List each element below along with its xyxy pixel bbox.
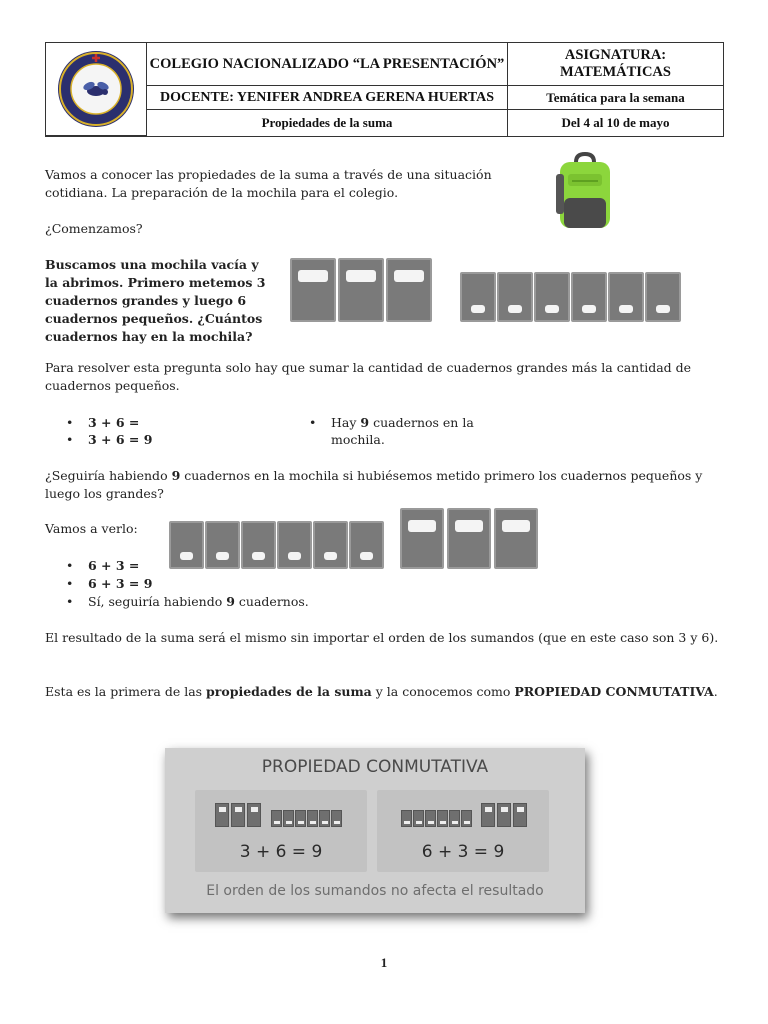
page-number: 1	[380, 955, 388, 970]
graphic-panel-left	[195, 790, 367, 872]
big-notebook-icon	[400, 508, 444, 569]
backpack-question: Buscamos una mochila vacía y la abrimos. Primero metemos 3 cuadernos grandes y luego 6 cuadernos pequeños. ¿Cuántos cuadernos hay en la mochila?	[45, 257, 266, 344]
small-notebook-icon	[425, 810, 436, 827]
big-notebook-icon	[231, 803, 245, 827]
small-notebook-icon	[497, 272, 533, 322]
school-logo-cell	[46, 43, 147, 136]
small-notebook-icon	[461, 810, 472, 827]
big-notebook-icon	[338, 258, 384, 322]
small-notebook-icon	[283, 810, 294, 827]
lets-see-label: Vamos a verlo:	[45, 521, 138, 536]
small-notebook-icon	[413, 810, 424, 827]
commutative-property-graphic	[165, 748, 585, 913]
result-paragraph: El resultado de la suma será el mismo sin importar el orden de los sumandos (que en este caso son 3 y 6).	[45, 630, 719, 645]
backpack-icon	[554, 152, 616, 232]
small-notebook-icon	[271, 810, 282, 827]
small-notebook-icon	[349, 521, 384, 569]
graphic-panel-right	[377, 790, 549, 872]
big-notebook-icon	[247, 803, 261, 827]
small-notebook-icon	[401, 810, 412, 827]
big-notebook-icon	[386, 258, 432, 322]
small-notebook-icon	[295, 810, 306, 827]
small-notebook-icon	[205, 521, 240, 569]
small-notebook-icon	[460, 272, 496, 322]
small-notebook-icon	[307, 810, 318, 827]
teacher-name: DOCENTE: YENIFER ANDREA GERENA HUERTAS	[147, 86, 508, 110]
equation-left: 3 + 6 = 9	[239, 842, 323, 862]
equation-right: 6 + 3 = 9	[421, 842, 505, 862]
big-notebook-icon	[447, 508, 491, 569]
property-paragraph: Esta es la primera de las propiedades de la suma y la conocemos como PROPIEDAD CONMUTATIVA.	[45, 684, 718, 699]
big-notebook-icon	[290, 258, 336, 322]
small-notebook-icon	[331, 810, 342, 827]
small-notebook-icon	[571, 272, 607, 322]
big-notebook-icon	[497, 803, 511, 827]
small-notebook-icon	[313, 521, 348, 569]
school-name: COLEGIO NACIONALIZADO “LA PRESENTACIÓN”	[147, 43, 508, 86]
small-notebook-icon	[437, 810, 448, 827]
big-notebook-icon	[513, 803, 527, 827]
big-notebook-icon	[481, 803, 495, 827]
small-notebook-icon	[645, 272, 681, 322]
start-question: ¿Comenzamos?	[45, 221, 143, 236]
topic: Propiedades de la suma	[147, 110, 508, 136]
small-notebook-icon	[608, 272, 644, 322]
question-paragraph: ¿Seguiría habiendo 9 cuadernos en la mochila si hubiésemos metido primero los cuadernos pequeños y luego los grandes?	[45, 468, 703, 501]
dates: Del 4 al 10 de mayo	[561, 115, 670, 130]
small-notebook-icon	[277, 521, 312, 569]
big-notebook-icon	[215, 803, 229, 827]
graphic-caption: El orden de los sumandos no afecta el resultado	[206, 883, 544, 899]
small-notebook-icon	[319, 810, 330, 827]
header-table	[45, 42, 724, 137]
solve-paragraph: Para resolver esta pregunta solo hay que sumar la cantidad de cuadernos grandes más la cantidad de cuadernos pequeños.	[45, 360, 692, 393]
intro-paragraph: Vamos a conocer las propiedades de la suma a través de una situación cotidiana. La preparación de la mochila para el colegio.	[45, 167, 492, 200]
small-notebook-icon	[449, 810, 460, 827]
school-logo	[56, 49, 136, 129]
subject: ASIGNATURA: MATEMÁTICAS	[508, 43, 723, 86]
theme-label: Temática para la semana	[508, 86, 723, 110]
big-notebook-icon	[494, 508, 538, 569]
small-notebook-icon	[241, 521, 276, 569]
small-notebook-icon	[169, 521, 204, 569]
graphic-title: PROPIEDAD CONMUTATIVA	[261, 757, 489, 777]
small-notebook-icon	[534, 272, 570, 322]
